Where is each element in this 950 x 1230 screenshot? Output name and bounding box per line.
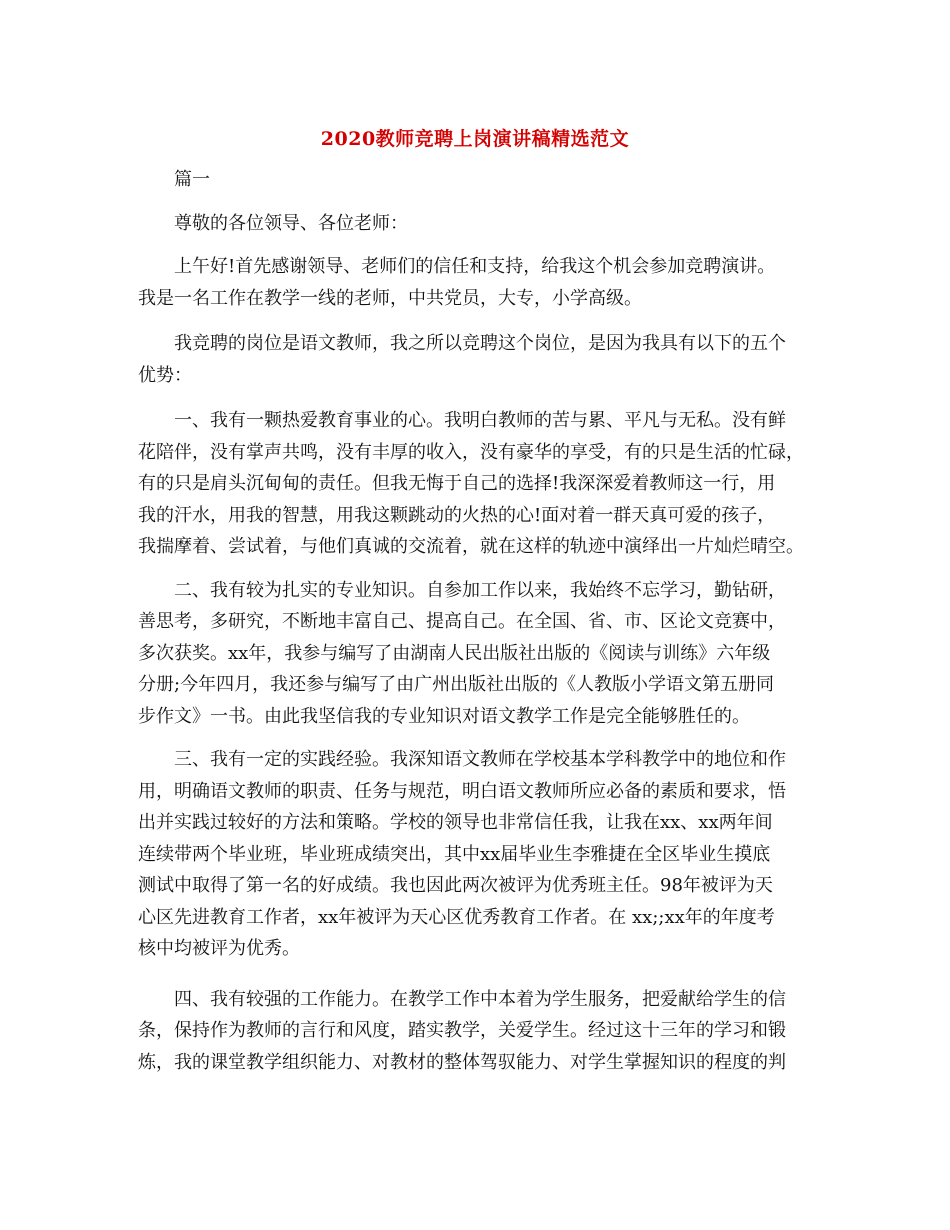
paragraph-line: 核中均被评为优秀。 (138, 938, 300, 959)
paragraph-line: 我的汗水，用我的智慧，用我这颗跳动的火热的心!面对着一群天真可爱的孩子， (138, 504, 776, 526)
paragraph-line: 优势： (138, 364, 192, 386)
paragraph-line: 分册;今年四月，我还参与编写了由广州出版社出版的《人教版小学语文第五册同 (138, 674, 775, 695)
paragraph-line: 心区先进教育工作者，xx年被评为天心区优秀教育工作者。在 xx;;xx年的年度考 (138, 906, 775, 928)
paragraph-line: 我是一名工作在教学一线的老师，中共党员，大专，小学高级。 (138, 287, 642, 309)
paragraph-line: 步作文》一书。由此我坚信我的专业知识对语文教学工作是完全能够胜任的。 (138, 705, 750, 727)
paragraph-line: 连续带两个毕业班，毕业班成绩突出，其中xx届毕业生李雅捷在全区毕业生摸底 (138, 843, 771, 865)
document-body (138, 164, 818, 1078)
paragraph-line: 善思考，多研究，不断地丰富自己、提高自己。在全国、省、市、区论文竞赛中， (138, 611, 786, 632)
paragraph-line: 三、我有一定的实践经验。我深知语文教师在学校基本学科教学中的地位和作 (174, 749, 786, 770)
paragraph-line: 有的只是肩头沉甸甸的责任。但我无悔于自己的选择!我深深爱着教师这一行，用 (138, 473, 776, 494)
paragraph-line: 四、我有较强的工作能力。在教学工作中本着为学生服务，把爱献给学生的信 (174, 988, 786, 1010)
paragraph-line: 我竞聘的岗位是语文教师，我之所以竞聘这个岗位，是因为我具有以下的五个 (174, 333, 786, 354)
paragraph-line: 炼，我的课堂教学组织能力、对教材的整体驾驭能力、对学生掌握知识的程度的判 (138, 1051, 786, 1073)
paragraph-line: 一、我有一颗热爱教育事业的心。我明白教师的苦与累、平凡与无私。没有鲜 (174, 410, 786, 431)
paragraph-line: 用，明确语文教师的职责、任务与规范，明白语文教师所应必备的素质和要求，悟 (138, 780, 786, 802)
paragraph-line: 测试中取得了第一名的好成绩。我也因此两次被评为优秀班主任。98年被评为天 (138, 875, 773, 896)
paragraph-line: 出并实践过较好的方法和策略。学校的领导也非常信任我，让我在xx、xx两年间 (138, 812, 773, 833)
salutation: 尊敬的各位领导、各位老师： (174, 212, 408, 234)
section-heading: 篇一 (174, 169, 210, 190)
paragraph-line: 我揣摩着、尝试着，与他们真诚的交流着，就在这样的轨迹中演绎出一片灿烂晴空。 (138, 536, 804, 557)
paragraph-line: 多次获奖。xx年，我参与编写了由湖南人民出版社出版的《阅读与训练》六年级 (138, 642, 771, 664)
document-title: 2020教师竞聘上岗演讲稿精选范文 (320, 128, 630, 150)
paragraph-line: 条，保持作为教师的言行和风度，踏实教学，关爱学生。经过这十三年的学习和锻 (138, 1020, 786, 1041)
paragraph-line: 花陪伴，没有掌声共鸣，没有丰厚的收入，没有豪华的享受，有的只是生活的忙碌， (138, 441, 804, 463)
paragraph-line: 二、我有较为扎实的专业知识。自参加工作以来，我始终不忘学习，勤钻研， (174, 579, 786, 601)
paragraph-line: 上午好!首先感谢领导、老师们的信任和支持，给我这个机会参加竞聘演讲。 (174, 256, 776, 277)
